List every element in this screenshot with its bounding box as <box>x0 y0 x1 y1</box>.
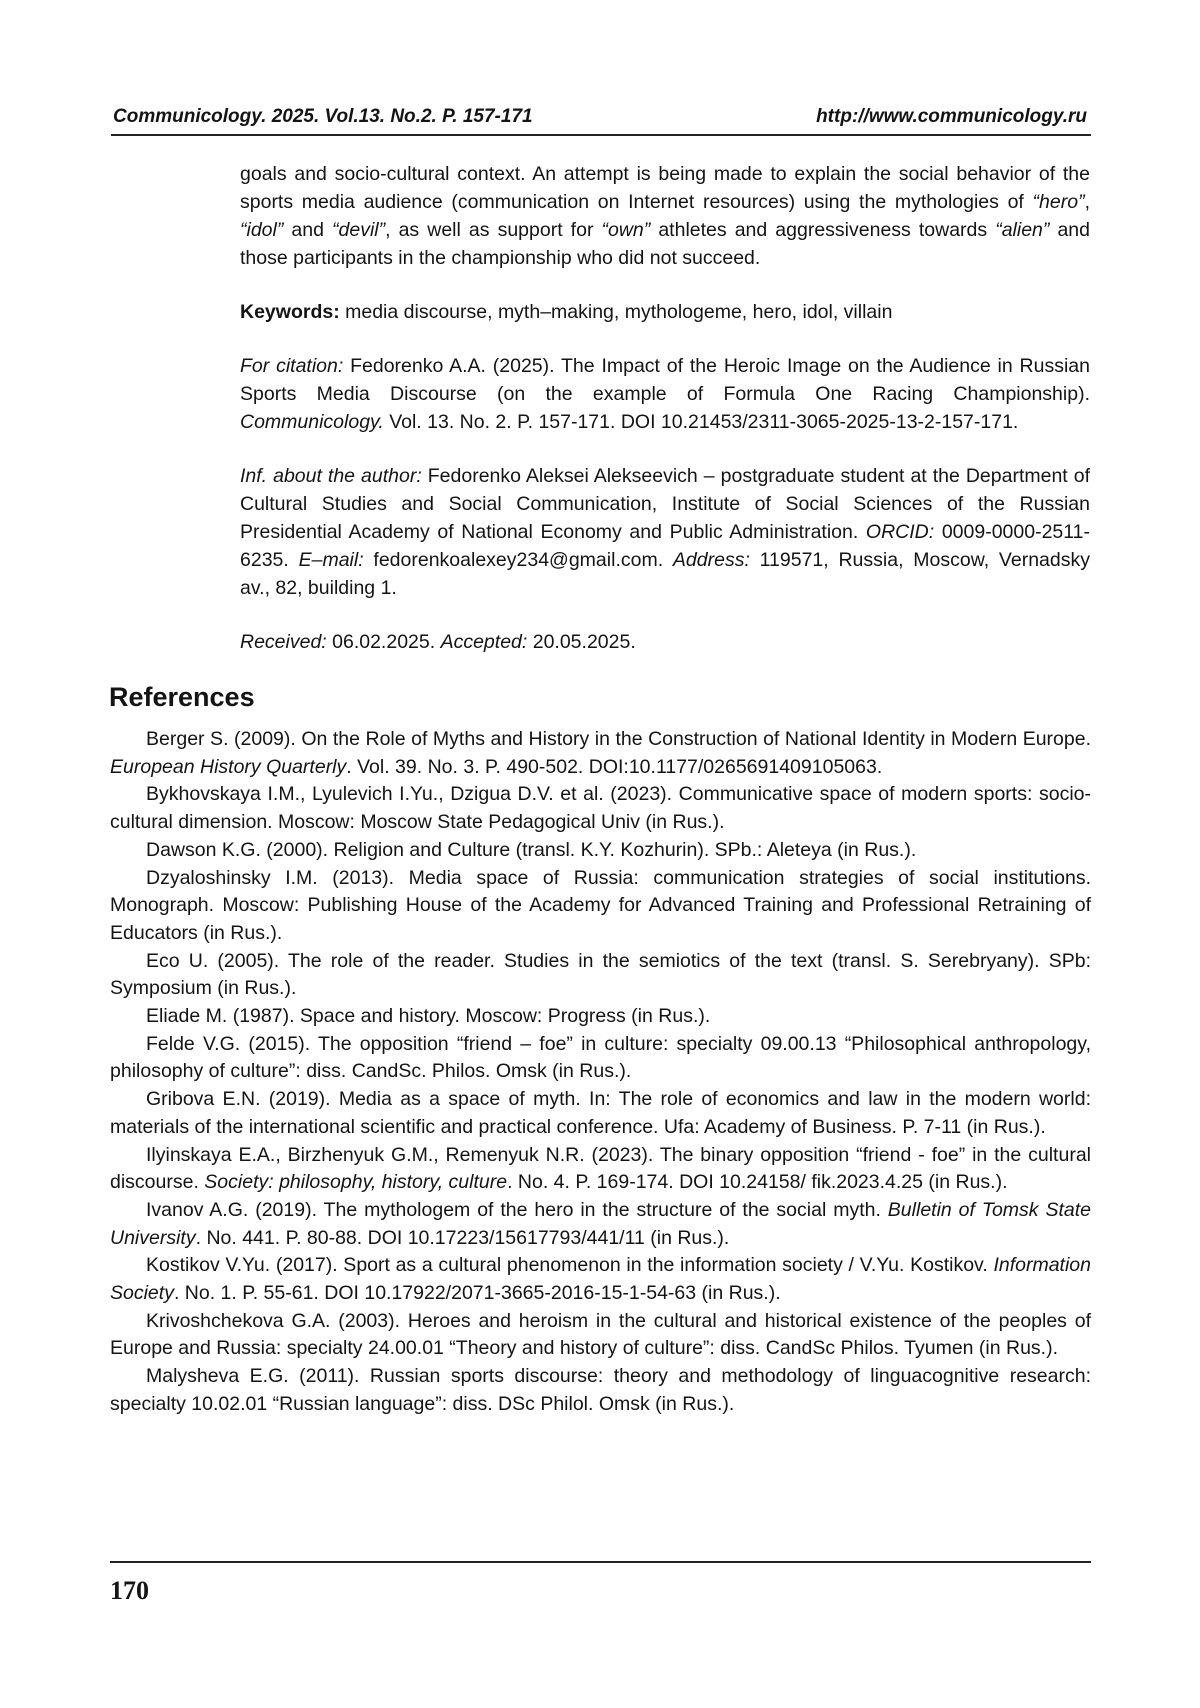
keywords <box>240 298 1090 326</box>
reference-item: Kostikov V.Yu. (2017). Sport as a cultural phenomenon in the information society / V.Yu. Kostikov. Information Society. No. 1. P. 55-61. DOI 10.17922/2071-3665-2016-15-1-54-63 (in Rus.). <box>110 1254 1091 1305</box>
reference-item: Berger S. (2009). On the Role of Myths and History in the Construction of National Identity in Modern Europe. European History Quarterly. Vol. 39. No. 3. P. 490-502. DOI:10.1177/0265691409105063. <box>110 728 1091 778</box>
author-info-label: Inf. about the author: <box>240 465 422 487</box>
email-value[interactable]: fedorenkoalexey234@gmail.com. <box>363 549 673 571</box>
received-date: 06.02.2025. <box>326 631 441 653</box>
reference-item: Ivanov A.G. (2019). The mythologem of the hero in the structure of the social myth. Bulletin of Tomsk State University. No. 441. P. 80-88. DOI 10.17223/15617793/441/11 (in Rus.). <box>110 1198 1091 1249</box>
reference-item: Eco U. (2005). The role of the reader. Studies in the semiotics of the text (transl. S. Serebryany). SPb: Symposium (in Rus.). <box>110 949 1091 1000</box>
references-heading: References <box>109 682 255 712</box>
citation-label: For citation: <box>240 355 344 377</box>
keywords-label: Keywords: <box>240 301 340 323</box>
references-list <box>110 726 1091 1419</box>
reference-item: Krivoshchekova G.A. (2003). Heroes and heroism in the cultural and historical existence of the peoples of Europe and Russia: specialty 24.00.01 “Theory and history of culture”: diss. CandSc Philos. Tyumen (in Rus.). <box>110 1309 1091 1360</box>
keywords-text: media discourse, myth–making, mythologeme, hero, idol, villain <box>339 301 893 323</box>
reference-item: Dawson K.G. (2000). Religion and Culture (transl. K.Y. Kozhurin). SPb.: Aleteya (in Rus.). <box>146 838 917 861</box>
abstract-continuation: goals and socio-cultural context. An attempt is being made to explain the social behavior of the sports media audience (communication on Internet resources) using the mythologies of “hero”, “idol” and “devil”, as well as support for “own” athletes and aggressiveness towards “alien” and those participants in the championship who did not succeed. <box>240 163 1090 269</box>
reference-item: Eliade M. (1987). Space and history. Moscow: Progress (in Rus.). <box>146 1005 711 1028</box>
journal-citation-header: Communicology. 2025. Vol.13. No.2. P. 157-171 <box>113 106 533 127</box>
received-accepted-dates: Received: 06.02.2025. Accepted: 20.05.2025. <box>240 631 636 653</box>
address-value: 119571, Russia, Moscow, Vernadsky av., 82, building 1. <box>240 549 1090 599</box>
page-number: 170 <box>110 1576 149 1605</box>
reference-item: Dzyaloshinsky I.M. (2013). Media space of Russia: communication strategies of social institutions. Monograph. Moscow: Publishing House of the Academy for Advanced Training and Professional Retraining of Educators (in Rus.). <box>110 866 1091 944</box>
journal-url[interactable]: http://www.communicology.ru <box>816 106 1087 127</box>
accepted-date: 20.05.2025. <box>527 631 636 653</box>
abstract-block <box>240 160 1090 656</box>
reference-item: Felde V.G. (2015). The opposition “friend – foe” in culture: specialty 09.00.13 “Philosophical anthropology, philosophy of culture”: diss. CandSc. Philos. Omsk (in Rus.). <box>110 1032 1091 1083</box>
running-header <box>111 104 1091 136</box>
footer-divider <box>110 1561 1091 1563</box>
orcid-value: 0009-0000-2511-6235. <box>240 521 1090 571</box>
citation: For citation: Fedorenko A.A. (2025). The Impact of the Heroic Image on the Audience in Russian Sports Media Discourse (on the example of Formula One Racing Championship). Communicology. Vol. 13. No. 2. P. 157-171. DOI 10.21453/2311-3065-2025-13-2-157-171. <box>240 355 1090 433</box>
reference-item: Ilyinskaya E.A., Birzhenyuk G.M., Remenyuk N.R. (2023). The binary opposition “friend - foe” in the cultural discourse. Society: philosophy, history, culture. No. 4. P. 169-174. DOI 10.24158/ fik.2023.4.25 (in Rus.). <box>110 1143 1091 1194</box>
reference-item: Gribova E.N. (2019). Media as a space of myth. In: The role of economics and law in the modern world: materials of the international scientific and practical conference. Ufa: Academy of Business. P. 7-11 (in Rus.). <box>110 1088 1091 1138</box>
author-info: Inf. about the author: Fedorenko Aleksei Alekseevich – postgraduate student at the Department of Cultural Studies and Social Communication, Institute of Social Sciences of the Russian Presidential Academy of National Economy and Public Administration. ORCID: 0009-0000-2511-6235. E–mail: fedorenkoalexey234@gmail.com. Address: 119571, Russia, Moscow, Vernadsky av., 82, building 1. <box>240 465 1090 599</box>
reference-item: Malysheva E.G. (2011). Russian sports discourse: theory and methodology of linguacognitive research: specialty 10.02.01 “Russian language”: diss. DSc Philol. Omsk (in Rus.). <box>110 1365 1091 1415</box>
reference-item: Bykhovskaya I.M., Lyulevich I.Yu., Dzigua D.V. et al. (2023). Communicative space of modern sports: socio-cultural dimension. Moscow: Moscow State Pedagogical Univ (in Rus.). <box>110 783 1091 834</box>
